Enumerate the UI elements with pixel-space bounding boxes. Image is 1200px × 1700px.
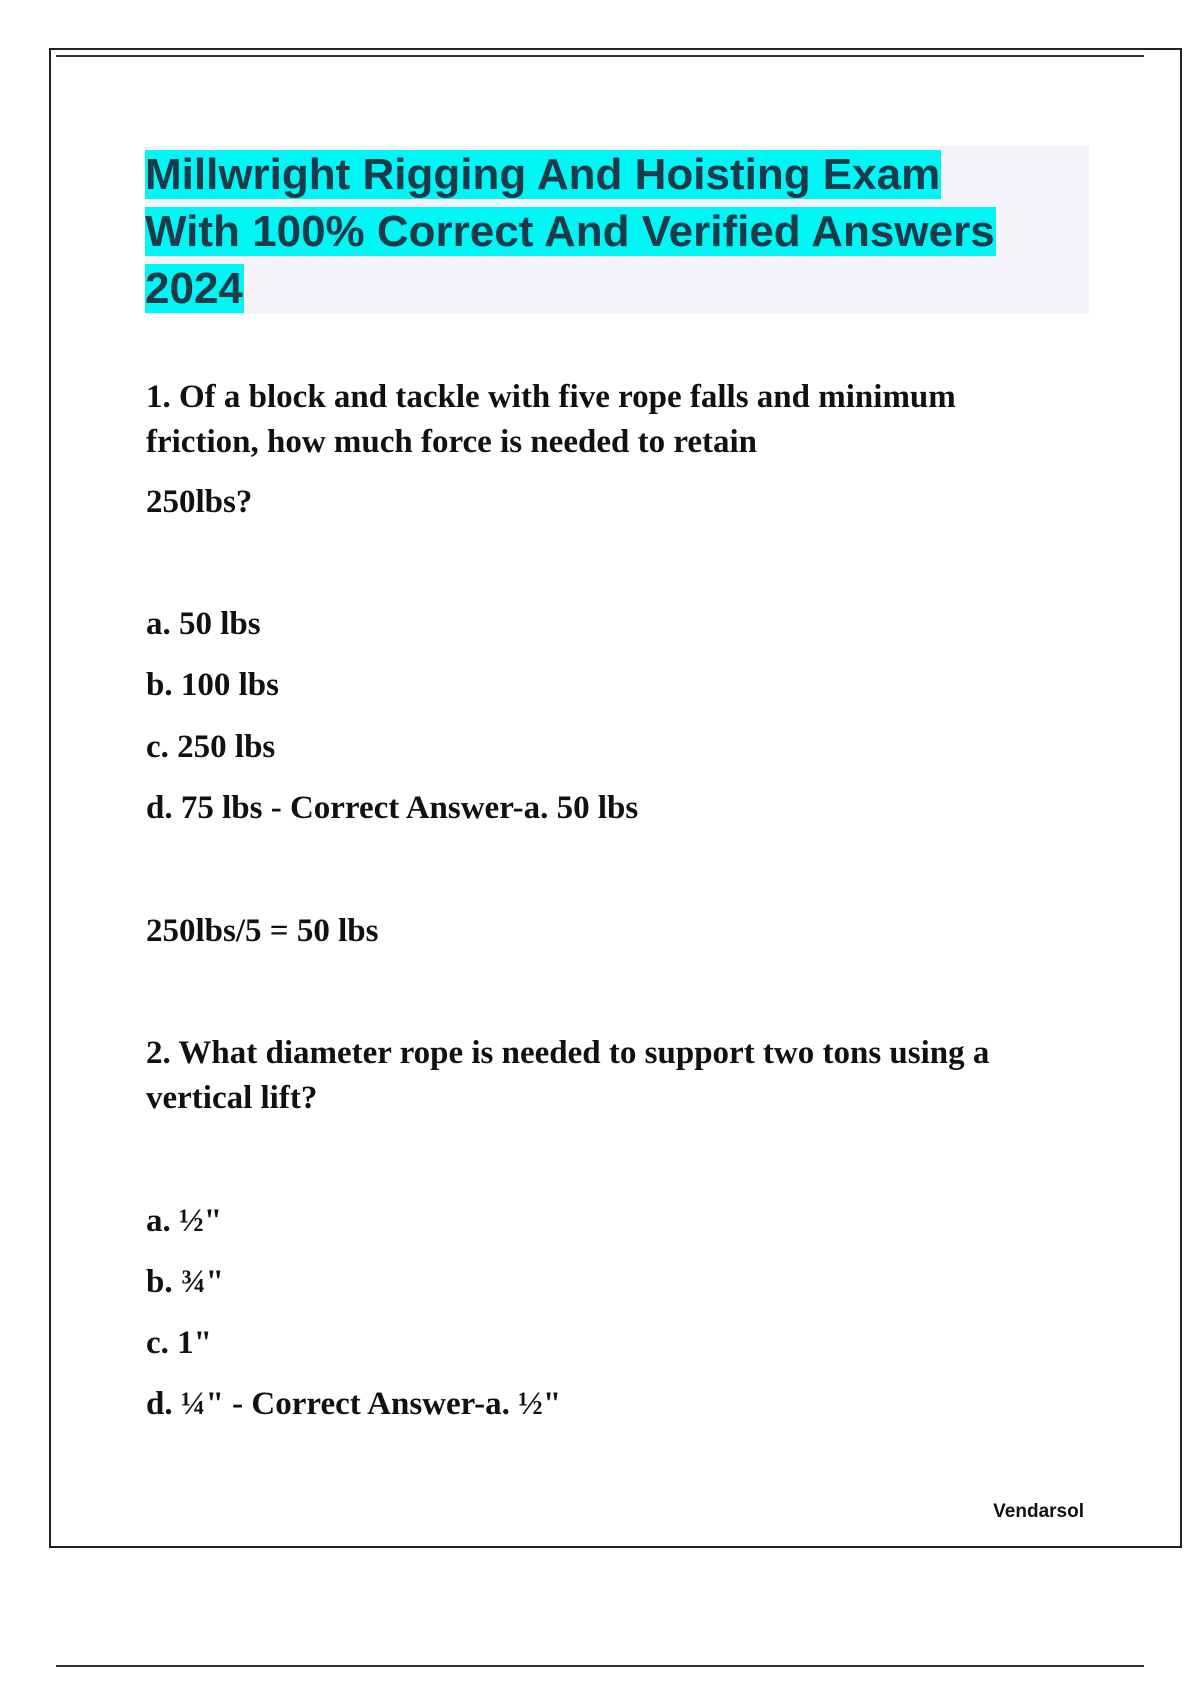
title-line: Millwright Rigging And Hoisting Exam (145, 150, 941, 199)
question-1-option-d: d. 75 lbs - Correct Answer-a. 50 lbs (146, 790, 639, 826)
question-1-option-b: b. 100 lbs (146, 667, 279, 703)
title-block (145, 146, 1089, 314)
question-1-option-a: a. 50 lbs (146, 606, 261, 642)
question-2-prompt-line: 2. What diameter rope is needed to support two tons using a (146, 1035, 990, 1071)
brand-footer: Vendarsol (993, 1501, 1084, 1522)
question-2-prompt (146, 1031, 989, 1121)
question-1-option-c: c. 250 lbs (146, 729, 276, 765)
question-1-prompt-line: 1. Of a block and tackle with five rope falls and minimum (146, 379, 956, 415)
question-2-option-b: b. ¾" (146, 1264, 224, 1300)
question-2-option-c: c. 1" (146, 1325, 212, 1361)
question-2-option-a: a. ½" (146, 1203, 223, 1239)
question-2-prompt-line: vertical lift? (146, 1080, 318, 1116)
bottom-rule (56, 1665, 1144, 1667)
title-line: 2024 (145, 264, 243, 313)
question-1-prompt-line: friction, how much force is needed to retain (146, 424, 758, 460)
question-2-option-d: d. ¼" - Correct Answer-a. ½" (146, 1386, 562, 1422)
top-rule (56, 55, 1144, 57)
question-1-explanation: 250lbs/5 = 50 lbs (146, 913, 379, 949)
question-1-prompt-tail: 250lbs? (146, 484, 253, 520)
title-line: With 100% Correct And Verified Answers (145, 207, 995, 256)
document-title (145, 146, 1089, 317)
question-1-prompt (146, 375, 956, 465)
